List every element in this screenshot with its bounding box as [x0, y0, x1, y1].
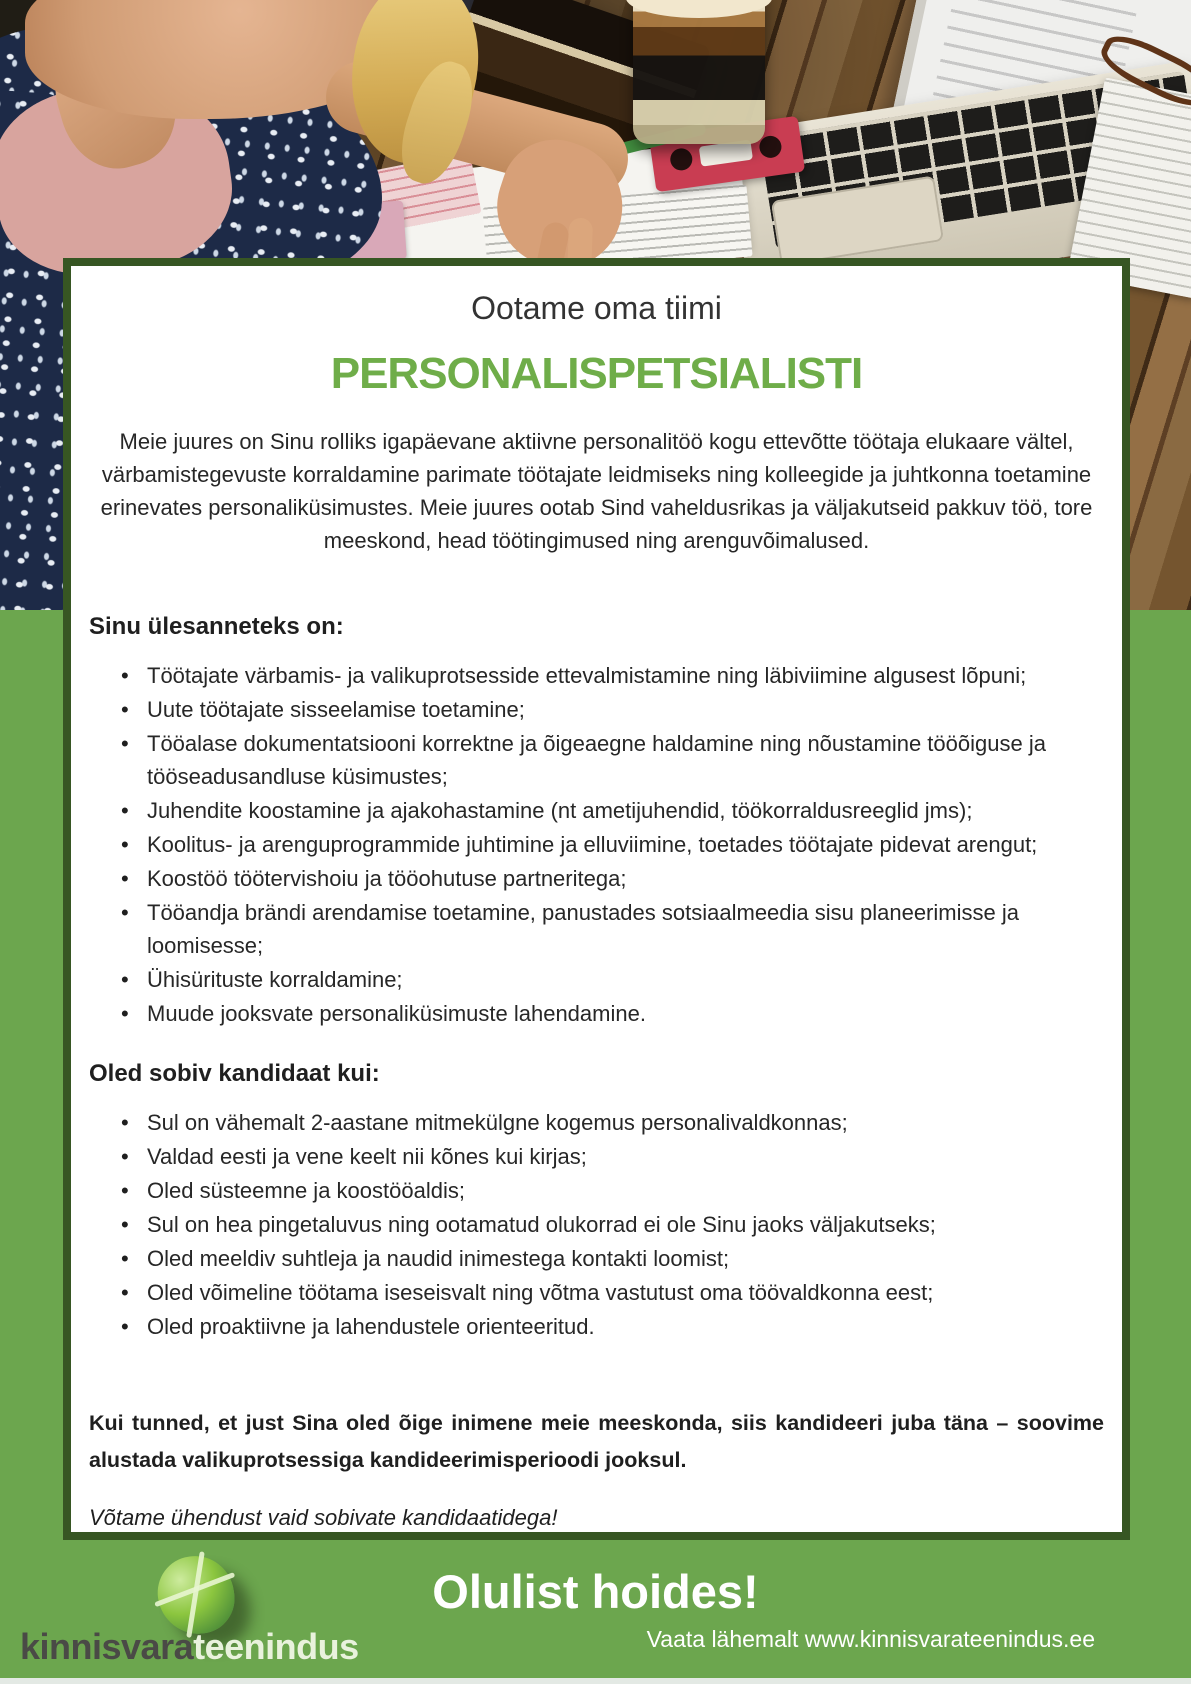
task-list-item: [119, 693, 1104, 726]
logo-word-kinnisvara: kinnisvara: [20, 1626, 194, 1667]
candidate-item-text: Oled võimeline töötama iseseisvalt ning võtma vastutust oma töövaldkonna eest;: [147, 1280, 934, 1305]
page-bottom-edge: [0, 1678, 1191, 1684]
closing-paragraph: Kui tunned, et just Sina oled õige inimene meie meeskonda, siis kandideeri juba täna – soovime alustada valikuprotsessiga kandideerimisperioodi jooksul.: [89, 1411, 1104, 1472]
footer: [0, 1540, 1191, 1684]
candidate-list-item: [119, 1276, 1104, 1309]
task-item-text: Ühisürituste korraldamine;: [147, 967, 403, 992]
task-list-item: [119, 794, 1104, 827]
intro-paragraph: Meie juures on Sinu rolliks igapäevane aktiivne personalitöö kogu ettevõtte töötaja elukaare vältel, värbamistegevuste korraldamine parimate töötajate leidmiseks ning kolleegide ja juhtkonna toetamine erinevates personaliküsimustes. Meie juures ootab Sind vaheldusrikas ja väljakutseid pakkuv töö, tore meeskond, head töötingimused ning arenguvõimalused.: [100, 429, 1093, 553]
tasks-heading: Sinu ülesanneteks on:: [89, 613, 344, 640]
candidate-item-text: Sul on vähemalt 2-aastane mitmekülgne kogemus personalivaldkonnas;: [147, 1110, 848, 1135]
candidate-list-item: [119, 1208, 1104, 1241]
candidate-list-item: [119, 1174, 1104, 1207]
candidate-item-text: Oled süsteemne ja koostööaldis;: [147, 1178, 465, 1203]
task-item-text: Töötajate värbamis- ja valikuprotsesside ettevalmistamine ning läbiviimine algusest lõpuni;: [147, 663, 1027, 688]
task-item-text: Koostöö töötervishoiu ja tööohutuse partneritega;: [147, 866, 627, 891]
cassette-reel-right: [758, 134, 783, 159]
task-list-item: [119, 828, 1104, 861]
task-item-text: Uute töötajate sisseelamise toetamine;: [147, 697, 525, 722]
candidate-item-text: Sul on hea pingetaluvus ning ootamatud olukorrad ei ole Sinu jaoks väljakutseks;: [147, 1212, 936, 1237]
task-list-item: [119, 997, 1104, 1030]
candidate-list-item: [119, 1242, 1104, 1275]
logo-wordmark: [20, 1626, 359, 1668]
task-list-item: [119, 896, 1104, 962]
cassette-reel-left: [669, 147, 694, 172]
candidate-item-text: Oled meeldiv suhtleja ja naudid inimestega kontakti loomist;: [147, 1246, 730, 1271]
candidate-list-item: [119, 1106, 1104, 1139]
contact-note: Võtame ühendust vaid sobivate kandidaatidega!: [89, 1505, 558, 1530]
task-list-item: [119, 862, 1104, 895]
candidate-list-item: [119, 1310, 1104, 1343]
candidate-heading: Oled sobiv kandidaat kui:: [89, 1060, 380, 1087]
content-card: [63, 258, 1130, 1540]
candidate-item-text: Valdad eesti ja vene keelt nii kõnes kui kirjas;: [147, 1144, 587, 1169]
task-item-text: Tööandja brändi arendamise toetamine, panustades sotsiaalmeedia sisu planeerimisse ja loomisesse;: [147, 900, 1019, 958]
task-item-text: Koolitus- ja arenguprogrammide juhtimine ja elluviimine, toetades töötajate pidevat arengut;: [147, 832, 1038, 857]
task-item-text: Tööalase dokumentatsiooni korrektne ja õigeaegne haldamine ning nõustamine tööõiguse ja tööseadusandluse küsimustes;: [147, 731, 1046, 789]
website-link[interactable]: Vaata lähemalt www.kinnisvarateenindus.ee: [646, 1626, 1095, 1652]
tasks-list: [89, 659, 1104, 1030]
candidate-list-item: [119, 1140, 1104, 1173]
photo-iced-coffee: [633, 0, 765, 144]
candidate-list: [89, 1106, 1104, 1343]
task-item-text: Muude jooksvate personaliküsimuste lahendamine.: [147, 1001, 646, 1026]
logo-word-teenindus: teenindus: [193, 1626, 359, 1667]
task-list-item: [119, 659, 1104, 692]
task-list-item: [119, 727, 1104, 793]
candidate-item-text: Oled proaktiivne ja lahendustele orienteeritud.: [147, 1314, 595, 1339]
page-title: PERSONALISPETSIALISTI: [330, 349, 863, 398]
task-list-item: [119, 963, 1104, 996]
task-item-text: Juhendite koostamine ja ajakohastamine (nt ametijuhendid, töökorraldusreeglid jms);: [147, 798, 973, 823]
kicker-line: Ootame oma tiimi: [471, 290, 722, 326]
footer-slogan: Olulist hoides!: [432, 1565, 759, 1618]
